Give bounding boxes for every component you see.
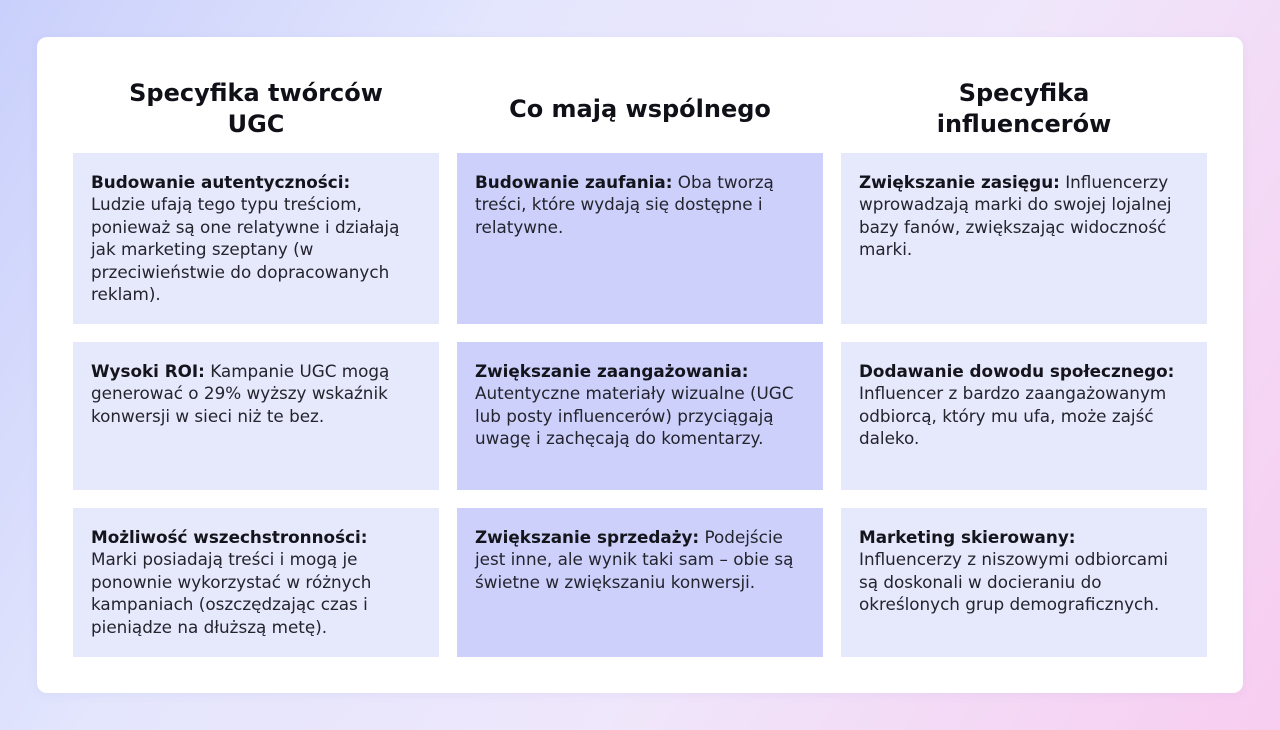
column-heading-influencers: Specyfika influencerów: [936, 79, 1112, 138]
cell-text: Oba tworzą treści, które wydają się dostępne i relatywne.: [475, 172, 774, 237]
cell-text: Ludzie ufają tego typu treściom, ponieważ są one relatywne i działają jak marketing szeptany (w przeciwieństwie do dopracowanych reklam).: [91, 194, 400, 305]
cell-text: Influencerzy wprowadzają marki do swojej lojalnej bazy fanów, zwiększając widoczność marki.: [859, 172, 1172, 260]
common-cell-trust: [457, 153, 823, 324]
cell-label: Budowanie autentyczności:: [91, 172, 351, 192]
influencer-cell-social-proof: [841, 342, 1207, 490]
column-heading-common: Co mają wspólnego: [509, 94, 771, 123]
cell-text: Kampanie UGC mogą generować o 29% wyższy wskaźnik konwersji w sieci niż te bez.: [91, 361, 390, 426]
ugc-cell-versatility: [73, 508, 439, 657]
cell-label: Zwiększanie zasięgu:: [859, 172, 1060, 192]
comparison-card: [37, 37, 1243, 693]
ugc-cell-roi: [73, 342, 439, 490]
cell-label: Możliwość wszechstronności:: [91, 527, 368, 547]
cell-text: Podejście jest inne, ale wynik taki sam – obie są świetne w zwiększaniu konwersji.: [475, 527, 794, 592]
influencer-cell-reach: [841, 153, 1207, 324]
common-cell-sales: [457, 508, 823, 657]
cell-label: Dodawanie dowodu społecznego:: [859, 361, 1175, 381]
cell-text: Marki posiadają treści i mogą je ponownie wykorzystać w różnych kampaniach (oszczędzając czas i pieniądze na dłuższą metę).: [91, 549, 372, 637]
cell-label: Budowanie zaufania:: [475, 172, 673, 192]
influencer-cell-targeted-marketing: [841, 508, 1207, 657]
cell-label: Marketing skierowany:: [859, 527, 1076, 547]
cell-text: Influencer z bardzo zaangażowanym odbiorcą, który mu ufa, może zajść daleko.: [859, 383, 1167, 449]
cell-label: Zwiększanie zaangażowania:: [475, 361, 749, 381]
cell-text: Autentyczne materiały wizualne (UGC lub posty influencerów) przyciągają uwagę i zachęcają do komentarzy.: [475, 383, 794, 449]
ugc-cell-authenticity: [73, 153, 439, 324]
cell-label: Wysoki ROI:: [91, 361, 205, 381]
cell-label: Zwiększanie sprzedaży:: [475, 527, 700, 547]
column-heading-ugc: Specyfika twórców UGC: [129, 79, 383, 138]
cell-text: Influencerzy z niszowymi odbiorcami są doskonali w docieraniu do określonych grup demograficznych.: [859, 549, 1169, 615]
common-cell-engagement: [457, 342, 823, 490]
